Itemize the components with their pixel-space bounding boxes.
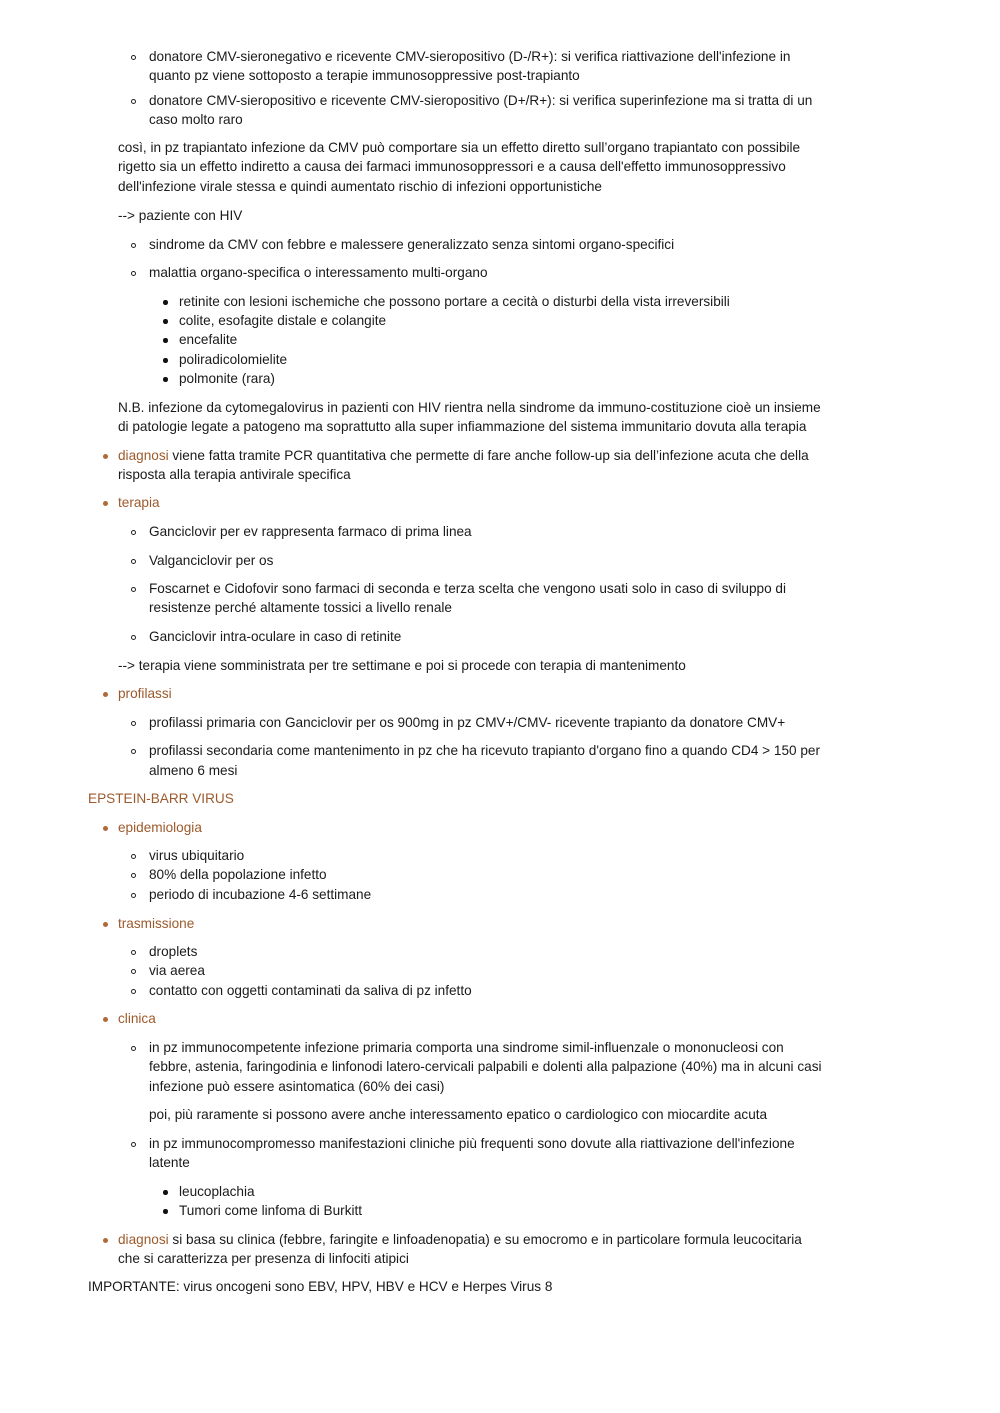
text-line: in pz immunocompetente infezione primaria comporta una sindrome simil-influenzale o mononucleosi con (149, 1040, 784, 1055)
text-line: infezione può essere asintomatica (60% dei casi) (149, 1079, 445, 1094)
circle-bullet-icon (131, 854, 136, 859)
section-bullet-icon (103, 1238, 108, 1243)
text-line: resistenze perché altamente tossici a livello renale (149, 600, 452, 615)
section-bullet-icon (103, 922, 108, 927)
text-line: polmonite (rara) (179, 371, 275, 386)
text-line: droplets (149, 944, 198, 959)
text-line: poi, più raramente si possono avere anche interessamento epatico o cardiologico con miocardite acuta (149, 1107, 768, 1122)
text-line: Ganciclovir intra-oculare in caso di retinite (149, 629, 402, 644)
text-line: leucoplachia (179, 1184, 255, 1199)
circle-bullet-icon (131, 587, 136, 592)
text-line: latente (149, 1155, 190, 1170)
disc-bullet-icon (163, 1190, 168, 1195)
text-line: donatore CMV-sieronegativo e ricevente CMV-sieropositivo (D-/R+): si verifica riattivazione dell'infezione in (149, 49, 791, 64)
text-line: rigetto sia un effetto indiretto a causa dei farmaci immunosoppressori e a causa dell'effetto immunosoppressivo (118, 159, 786, 174)
text-line: via aerea (149, 963, 205, 978)
text-line: Foscarnet e Cidofovir sono farmaci di seconda e terza scelta che vengono usati solo in caso di sviluppo di (149, 581, 786, 596)
section-heading: EPSTEIN-BARR VIRUS (88, 791, 234, 806)
text-line (118, 446, 809, 465)
text-line: Valganciclovir per os (149, 553, 274, 568)
section-bullet-icon (103, 692, 108, 697)
text-line: Tumori come linfoma di Burkitt (179, 1203, 363, 1218)
section-bullet-icon (103, 501, 108, 506)
circle-bullet-icon (131, 243, 136, 248)
section-label: trasmissione (118, 916, 195, 931)
circle-bullet-icon (131, 55, 136, 60)
disc-bullet-icon (163, 1209, 168, 1214)
text-line: profilassi secondaria come mantenimento in pz che ha ricevuto trapianto d'organo fino a quando CD4 > 150 per (149, 743, 820, 758)
circle-bullet-icon (131, 530, 136, 535)
text-line: N.B. infezione da cytomegalovirus in pazienti con HIV rientra nella sindrome da immuno-costituzione cioè un insieme (118, 400, 821, 415)
text-line: donatore CMV-sieropositivo e ricevente CMV-sieropositivo (D+/R+): si verifica superinfezione ma si tratta di un (149, 93, 813, 108)
text-line: --> terapia viene somministrata per tre settimane e poi si procede con terapia di mantenimento (118, 658, 686, 673)
section-label: diagnosi (118, 1232, 169, 1247)
text-line: almeno 6 mesi (149, 763, 238, 778)
circle-bullet-icon (131, 873, 136, 878)
text-line: profilassi primaria con Ganciclovir per os 900mg in pz CMV+/CMV- ricevente trapianto da donatore CMV+ (149, 715, 786, 730)
section-label: epidemiologia (118, 820, 202, 835)
text-line: sindrome da CMV con febbre e malessere generalizzato senza sintomi organo-specifici (149, 237, 675, 252)
text-span: si basa su clinica (febbre, faringite e linfoadenopatia) e su emocromo e in particolare formula leucocitaria (168, 1232, 802, 1247)
text-line (118, 1230, 802, 1249)
text-line: caso molto raro (149, 112, 243, 127)
text-span: viene fatta tramite PCR quantitativa che permette di fare anche follow-up sia dell’infezione acuta che della (168, 448, 809, 463)
text-line: poliradicolomielite (179, 352, 288, 367)
disc-bullet-icon (163, 338, 168, 343)
disc-bullet-icon (163, 319, 168, 324)
section-label: clinica (118, 1011, 156, 1026)
circle-bullet-icon (131, 1142, 136, 1147)
circle-bullet-icon (131, 1046, 136, 1051)
text-line: malattia organo-specifica o interessamento multi-organo (149, 265, 488, 280)
section-label: profilassi (118, 686, 172, 701)
text-line: contatto con oggetti contaminati da saliva di pz infetto (149, 983, 472, 998)
text-line: --> paziente con HIV (118, 208, 243, 223)
text-line: così, in pz trapiantato infezione da CMV può comportare sia un effetto diretto sull’organo trapiantato con possibile (118, 140, 801, 155)
section-bullet-icon (103, 826, 108, 831)
text-line: IMPORTANTE: virus oncogeni sono EBV, HPV, HBV e HCV e Herpes Virus 8 (88, 1279, 553, 1294)
text-line: che si caratterizza per presenza di linfociti atipici (118, 1251, 409, 1266)
circle-bullet-icon (131, 721, 136, 726)
section-bullet-icon (103, 454, 108, 459)
text-line: 80% della popolazione infetto (149, 867, 327, 882)
text-line: encefalite (179, 332, 238, 347)
section-label: diagnosi (118, 448, 169, 463)
circle-bullet-icon (131, 989, 136, 994)
text-line: risposta alla terapia antivirale specifica (118, 467, 351, 482)
text-line: colite, esofagite distale e colangite (179, 313, 387, 328)
section-label: terapia (118, 495, 160, 510)
circle-bullet-icon (131, 99, 136, 104)
text-line: periodo di incubazione 4-6 settimane (149, 887, 372, 902)
text-line: in pz immunocompromesso manifestazioni cliniche più frequenti sono dovute alla riattivazione dell'infezione (149, 1136, 795, 1151)
text-line: di patologie legate a patogeno ma soprattutto alla super infiammazione del sistema immunitario dovuta alla terapia (118, 419, 807, 434)
disc-bullet-icon (163, 300, 168, 305)
section-bullet-icon (103, 1017, 108, 1022)
circle-bullet-icon (131, 950, 136, 955)
text-line: Ganciclovir per ev rappresenta farmaco di prima linea (149, 524, 472, 539)
circle-bullet-icon (131, 271, 136, 276)
text-line: febbre, astenia, faringodinia e linfonodi latero-cervicali palpabili e dolenti alla palpazione (40%) ma in alcuni casi (149, 1059, 822, 1074)
circle-bullet-icon (131, 559, 136, 564)
disc-bullet-icon (163, 358, 168, 363)
text-line: dell'infezione virale stessa e quindi aumentato rischio di infezioni opportunistiche (118, 179, 602, 194)
circle-bullet-icon (131, 969, 136, 974)
text-line: quanto pz viene sottoposto a terapie immunosoppressive post-trapianto (149, 68, 580, 83)
circle-bullet-icon (131, 749, 136, 754)
circle-bullet-icon (131, 893, 136, 898)
circle-bullet-icon (131, 635, 136, 640)
text-line: virus ubiquitario (149, 848, 245, 863)
text-line: retinite con lesioni ischemiche che possono portare a cecità o disturbi della vista irreversibili (179, 294, 730, 309)
disc-bullet-icon (163, 377, 168, 382)
